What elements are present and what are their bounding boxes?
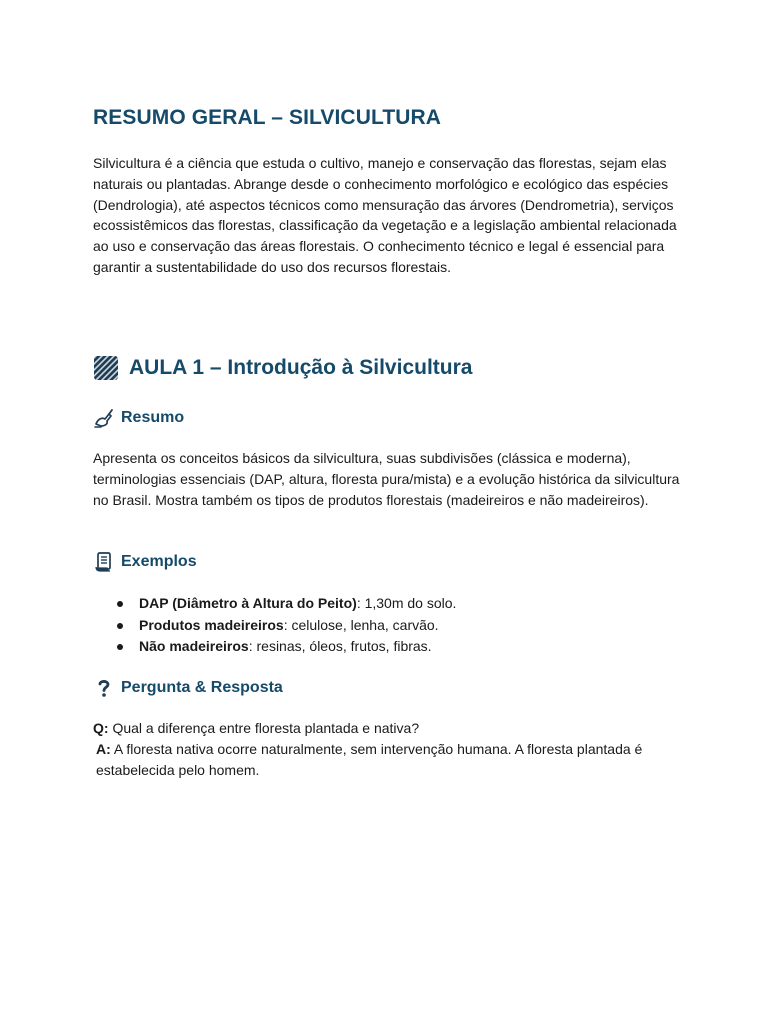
subheading-exemplos: [93, 551, 197, 573]
bullet-icon: [117, 601, 123, 607]
subheading-label: Resumo: [121, 409, 185, 426]
qa-block: [93, 718, 683, 780]
list-item: [93, 593, 456, 615]
intro-paragraph: Silvicultura é a ciência que estuda o cultivo, manejo e conservação das florestas, sejam elas naturais ou plantadas. Abrange desde o conhecimento morfológico e ecológico das espécies (Dendrologia), até aspectos técnicos como mensuração das árvores (Dendrometria), serviços ecossistêmicos das florestas, classificação da vegetação e a legislação ambiental relacionada ao uso e conservação das áreas florestais. O conhecimento técnico e legal é essencial para garantir a sustentabilidade do uso dos recursos florestais.: [93, 155, 677, 275]
list-item-term: DAP (Diâmetro à Altura do Peito): [139, 595, 357, 611]
list-item: [93, 615, 456, 637]
list-item-term: Não madeireiros: [139, 638, 249, 654]
question-line: [93, 718, 683, 739]
section-title: AULA 1 – Introdução à Silvicultura: [129, 356, 473, 379]
question-text: Qual a diferença entre floresta plantada e nativa?: [108, 720, 420, 736]
resumo-paragraph: Apresenta os conceitos básicos da silvicultura, suas subdivisões (clássica e moderna), terminologias essenciais (DAP, altura, floresta pura/mista) e a evolução histórica da silvicultura no Brasil. Mostra também os tipos de produtos florestais (madeireiros e não madeireiros).: [93, 450, 680, 508]
writing-hand-icon: [93, 407, 115, 429]
question-label: Q:: [93, 720, 109, 736]
list-item-desc: : 1,30m do solo.: [356, 595, 457, 611]
subheading-resumo: [93, 407, 184, 429]
bullet-icon: [117, 623, 123, 629]
answer-label: A:: [96, 740, 111, 757]
subheading-label: Pergunta & Resposta: [121, 679, 283, 696]
scroll-icon: [93, 551, 115, 573]
subheading-pergunta: [93, 677, 283, 699]
list-item-desc: : celulose, lenha, carvão.: [283, 616, 439, 633]
hatched-square-icon: [93, 355, 119, 381]
question-mark-icon: [93, 677, 115, 699]
exemplos-list: [93, 593, 456, 658]
list-item: [93, 636, 456, 658]
bullet-icon: [117, 644, 123, 650]
document-title: RESUMO GERAL – SILVICULTURA: [93, 106, 442, 129]
list-item-desc: : resinas, óleos, frutos, fibras.: [248, 638, 432, 654]
section-heading-aula1: [93, 355, 472, 381]
answer-line: [93, 739, 683, 781]
list-item-term: Produtos madeireiros: [139, 616, 284, 633]
answer-text: A floresta nativa ocorre naturalmente, sem intervenção humana. A floresta plantada é estabelecida pelo homem.: [96, 740, 643, 778]
subheading-label: Exemplos: [121, 553, 197, 570]
